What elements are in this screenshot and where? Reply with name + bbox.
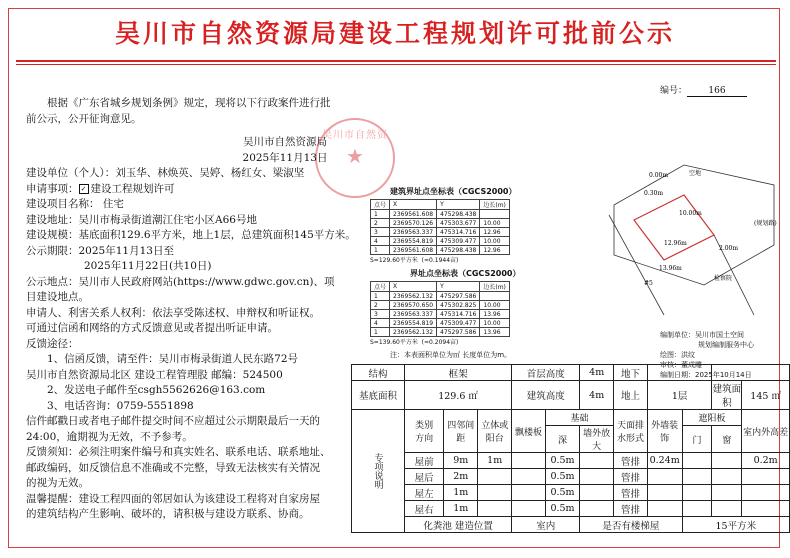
cell: 外墙装饰 <box>647 410 682 453</box>
cell: 基础 <box>545 410 613 426</box>
road-label: (规划路) <box>754 220 777 227</box>
coord-cell: 13.96 <box>480 328 510 337</box>
document-title: 吴川市自然资源局建设工程规划许可批前公示 <box>114 19 675 48</box>
coord-header: 边长(m) <box>480 200 510 210</box>
coord-cell: 475302.825 <box>437 301 480 310</box>
plot-unit: 编制单位：吴川市国土空间 <box>660 331 744 339</box>
cell: 管排 <box>614 485 648 501</box>
note-2: 24:00，逾期视为无效，不予参考。 <box>26 430 193 443</box>
coord-header: 点号 <box>371 282 390 292</box>
coord-cell: 1 <box>371 292 390 301</box>
plot-unit-2: 规划编制服务中心 <box>698 341 754 349</box>
road-edge <box>609 215 664 315</box>
cell: 天面排水形式 <box>614 410 648 453</box>
cell <box>512 453 546 469</box>
cell: 深 <box>545 426 579 453</box>
reminder-2: 的建筑结构产生影响、破坏的，请积极与建设方联系、协商。 <box>26 508 310 520</box>
cell <box>512 485 546 501</box>
notice-body <box>26 96 384 523</box>
cell <box>712 501 742 517</box>
cell: 屋后 <box>405 469 444 485</box>
coord-cell: 475314.716 <box>437 228 480 237</box>
table-row <box>352 501 790 517</box>
coord-cell: 2369562.132 <box>390 292 437 301</box>
intro-line-1: 根据《广东省城乡规划条例》规定，现将以下行政案件进行批 <box>47 97 331 109</box>
lot-label: 空地 <box>689 170 702 177</box>
coord-cell: 475303.677 <box>437 219 480 228</box>
cell <box>712 453 742 469</box>
coord-cell: 2369570.126 <box>390 219 437 228</box>
coord-cell: 475298.438 <box>437 210 480 219</box>
cell: 专项说明 <box>352 410 405 533</box>
cell <box>742 501 790 517</box>
field-rights-2: 可通过信函和网络的方式反馈意见或者提出听证申请。 <box>26 322 278 334</box>
site-plan <box>604 165 777 325</box>
cell: 屋左 <box>405 485 444 501</box>
cell: 屋前 <box>405 453 444 469</box>
coord-cell: 1 <box>371 210 390 219</box>
lot-label: 检察院 <box>714 275 733 282</box>
issue-date: 2025年11月13日 <box>242 151 328 164</box>
field-place-2: 目建设地点。 <box>26 291 89 303</box>
foot2: (≈0.1944亩) <box>421 257 459 264</box>
coord-header: 点号 <box>371 200 390 210</box>
table-row <box>352 453 790 469</box>
seal-text: 吴川市自然资 <box>322 130 388 141</box>
coord-cell: 475314.716 <box>437 310 480 319</box>
coord-header: Y <box>437 200 480 210</box>
coord-header: X <box>390 282 437 292</box>
coord-table-2-foot <box>370 337 520 346</box>
coord-row <box>371 301 510 310</box>
note-1: 信件邮戳日或者电子邮件提交时间不应超过公示期限最后一天的 <box>26 415 320 427</box>
item-label: 申请事项： <box>26 182 79 195</box>
cell <box>647 365 712 381</box>
channel-3: 3、电话咨询：0759-5551898 <box>47 399 194 412</box>
intro-line-2: 前公示，公开征询意见。 <box>26 112 142 125</box>
cell <box>682 485 712 501</box>
cell <box>580 453 614 469</box>
coord-row <box>371 328 510 337</box>
dim-label: 0.30m <box>644 190 664 197</box>
coord-cell: 475298.438 <box>437 246 480 255</box>
coord-row <box>371 319 510 328</box>
coord-cell: 475309.477 <box>437 319 480 328</box>
issuing-org: 吴川市自然资源局 <box>243 136 327 148</box>
cell: 1m <box>478 453 512 469</box>
coord-table-1-title: 建筑界址点坐标表（CGCS2000） <box>390 187 517 196</box>
cell: 首层高度 <box>512 365 580 381</box>
table-row <box>352 485 790 501</box>
cell: 1m <box>444 485 478 501</box>
foot1: S=129.60平方米 <box>370 257 418 264</box>
coord-cell: 13.96 <box>480 310 510 319</box>
coord-cell: 475309.477 <box>437 237 480 246</box>
cell: 室内 <box>512 517 580 533</box>
coord-cell: 4 <box>371 319 390 328</box>
cell: 框架 <box>405 365 512 381</box>
coord-row <box>371 228 510 237</box>
item-value: 建设工程规划许可 <box>90 182 175 195</box>
coord-cell <box>480 292 510 301</box>
reminder-1: 温馨提醒：建设工程四面的邻居如认为该建设工程将对自家房屋 <box>26 492 320 505</box>
coord-cell <box>480 210 510 219</box>
field-project: 建设项目名称： 住宅 <box>26 198 124 210</box>
dim-label: 13.96m <box>659 265 682 272</box>
cell: 地上 <box>614 381 648 410</box>
parcel-boundary <box>634 195 714 260</box>
cell: 室内外高差 <box>742 410 790 453</box>
cell: 是否有楼梯屋 <box>580 517 682 533</box>
coord-cell: 12.96 <box>480 228 510 237</box>
cell <box>682 501 712 517</box>
cell: 0.2m <box>742 453 790 469</box>
cell: 9m <box>444 453 478 469</box>
title-rule <box>16 60 776 62</box>
cell: 0.5m <box>545 485 579 501</box>
coord-cell: 2369561.608 <box>390 246 437 255</box>
cell: 4m <box>580 365 614 381</box>
cell: 地下 <box>614 365 648 381</box>
field-scale: 建设规模：基底面积129.6平方米，地上1层，总建筑面积145平方米。 <box>26 229 356 241</box>
seal-star-icon: ★ <box>346 144 364 168</box>
coord-table-2 <box>370 281 510 337</box>
cell <box>512 469 546 485</box>
coord-row <box>371 310 510 319</box>
coord-cell: 2369570.650 <box>390 301 437 310</box>
foot1b: S=139.60平方米 <box>370 339 418 346</box>
cell: 1m <box>444 501 478 517</box>
coord-header: Y <box>437 282 480 292</box>
cell: 0.5m <box>545 453 579 469</box>
cell: 0.5m <box>545 501 579 517</box>
cell: 屋右 <box>405 501 444 517</box>
coord-header: 边长(m) <box>480 282 510 292</box>
coord-cell: 2369563.337 <box>390 228 437 237</box>
coord-cell: 475297.586 <box>437 292 480 301</box>
cell <box>580 501 614 517</box>
cell <box>742 469 790 485</box>
cell: 管排 <box>614 453 648 469</box>
plot-date: 编制日期：2025年10月14日 <box>660 371 752 379</box>
channel-2: 2、发送电子邮件至csgh5562626@163.com <box>47 384 266 396</box>
cell: 基底面积 <box>352 381 405 410</box>
foot2b: (≈0.2094亩) <box>421 339 459 346</box>
cell: 4m <box>580 381 614 410</box>
coord-row <box>371 246 510 255</box>
checkbox-checked-icon: ✓ <box>79 184 89 194</box>
field-channel: 反馈途径： <box>26 337 79 350</box>
plot-draw: 绘图：洪纹 <box>660 351 695 359</box>
channel-1: 1、信函反馈，请至件：吴川市梅录街道人民东路72号 <box>47 353 299 365</box>
cell: 化粪池 建造位置 <box>405 517 512 533</box>
cell: 管排 <box>614 501 648 517</box>
cell <box>647 485 682 501</box>
cell <box>712 485 742 501</box>
coord-cell: 1 <box>371 246 390 255</box>
plot-check: 审核：董成雕 <box>660 361 702 369</box>
coord-cell: 10.00 <box>480 319 510 328</box>
coord-cell: 2369561.608 <box>390 210 437 219</box>
cell: 0.24m <box>647 453 682 469</box>
coord-cell: 10.00 <box>480 219 510 228</box>
coord-cell: 10.00 <box>480 301 510 310</box>
serial-value: 166 <box>687 86 747 97</box>
field-place-1: 公示地点：吴川市人民政府网站(https://www.gdwc.gov.cn)、项 <box>26 275 335 288</box>
cell: 墙外放大 <box>580 426 614 453</box>
boundary-coord-table <box>370 268 520 346</box>
cell <box>478 469 512 485</box>
cell: 1层 <box>647 381 712 410</box>
coord-row <box>371 292 510 301</box>
cell: 结构 <box>352 365 405 381</box>
cell: 145 ㎡ <box>742 381 790 410</box>
cell <box>682 453 712 469</box>
coord-cell: 2369562.132 <box>390 328 437 337</box>
dim-label: 10.00m <box>679 210 702 217</box>
cell <box>405 410 444 453</box>
cell: 遮阳板 <box>682 410 742 426</box>
table-row <box>352 469 790 485</box>
coord-cell: 2369554.819 <box>390 237 437 246</box>
notice-1: 反馈须知：必须注明案件编号和真实姓名、联系电话、联系地址、 <box>26 446 331 458</box>
coord-cell: 10.00 <box>480 237 510 246</box>
coord-note: 注：本表面积单位为㎡ 长度单位为m。 <box>390 351 512 359</box>
coord-row <box>371 219 510 228</box>
lot-label: #5 <box>644 280 653 287</box>
coord-cell: 475297.586 <box>437 328 480 337</box>
cell: 2m <box>444 469 478 485</box>
dim-label: 12.96m <box>664 240 687 247</box>
cell: 门 <box>682 426 712 453</box>
field-rights-1: 申请人、利害关系人权利：依法享受陈述权、申辩权和听证权。 <box>26 306 320 319</box>
building-coord-table <box>370 186 516 264</box>
cell: 建筑高度 <box>512 381 580 410</box>
coord-cell: 3 <box>371 228 390 237</box>
cell <box>580 485 614 501</box>
coord-row <box>371 237 510 246</box>
serial-label: 编号： <box>660 86 688 96</box>
coord-table-1-foot <box>370 255 516 264</box>
cell <box>682 469 712 485</box>
cell: 立体或阳台 <box>478 410 512 453</box>
serial-number <box>660 83 747 97</box>
cell: 15平方米 <box>682 517 789 533</box>
cell: 管排 <box>614 469 648 485</box>
cell <box>647 501 682 517</box>
title-rule-thin <box>16 64 776 65</box>
coord-cell: 4 <box>371 237 390 246</box>
coord-table-2-title: 界址点坐标表（CGCS2000） <box>410 269 521 278</box>
notice-3: 的视为无效。 <box>26 477 89 489</box>
cell: 飘楼板 <box>512 410 546 453</box>
coord-header: X <box>390 200 437 210</box>
field-unit: 建设单位（个人）：刘玉华、林焕英、吴婷、杨红女、梁淑坚 <box>26 167 305 179</box>
cell <box>478 485 512 501</box>
dim-label: 0.00m <box>649 172 669 179</box>
coord-cell: 2 <box>371 219 390 228</box>
cell <box>742 485 790 501</box>
coord-cell: 12.96 <box>480 246 510 255</box>
field-period-1: 公示期限：2025年11月13日至 <box>26 244 174 257</box>
building-spec-table <box>351 364 790 533</box>
cell <box>647 469 682 485</box>
coord-cell: 2369554.819 <box>390 319 437 328</box>
field-address: 建设地址：吴川市梅录街道潮江住宅小区A66号地 <box>26 213 257 226</box>
cell <box>712 365 790 381</box>
field-item <box>26 182 384 198</box>
coord-cell: 2 <box>371 301 390 310</box>
cell: 建筑面积 <box>712 381 742 410</box>
cell <box>712 469 742 485</box>
channel-1b: 吴川市自然资源局北区 建设工程管理股 邮编：524500 <box>26 368 283 381</box>
coord-cell: 3 <box>371 310 390 319</box>
field-period-2: 2025年11月22日(共10日) <box>84 260 212 272</box>
cell: 窗 <box>712 426 742 453</box>
h-cat: 类别 <box>415 421 434 431</box>
notice-2: 邮政编码，如反馈信息不准确或不完整，导致无法核实有关情况 <box>26 461 320 474</box>
cell <box>512 501 546 517</box>
coord-cell: 2369563.337 <box>390 310 437 319</box>
cell <box>478 501 512 517</box>
coord-cell: 1 <box>371 328 390 337</box>
cell <box>580 469 614 485</box>
cell: 129.6 ㎡ <box>405 381 512 410</box>
coord-table-1 <box>370 199 510 255</box>
coord-row <box>371 210 510 219</box>
dim-label: 2.00m <box>719 245 739 252</box>
cell: 0.5m <box>545 469 579 485</box>
cell: 四邻间距 <box>444 410 478 453</box>
h-dir: 方向 <box>415 434 434 444</box>
